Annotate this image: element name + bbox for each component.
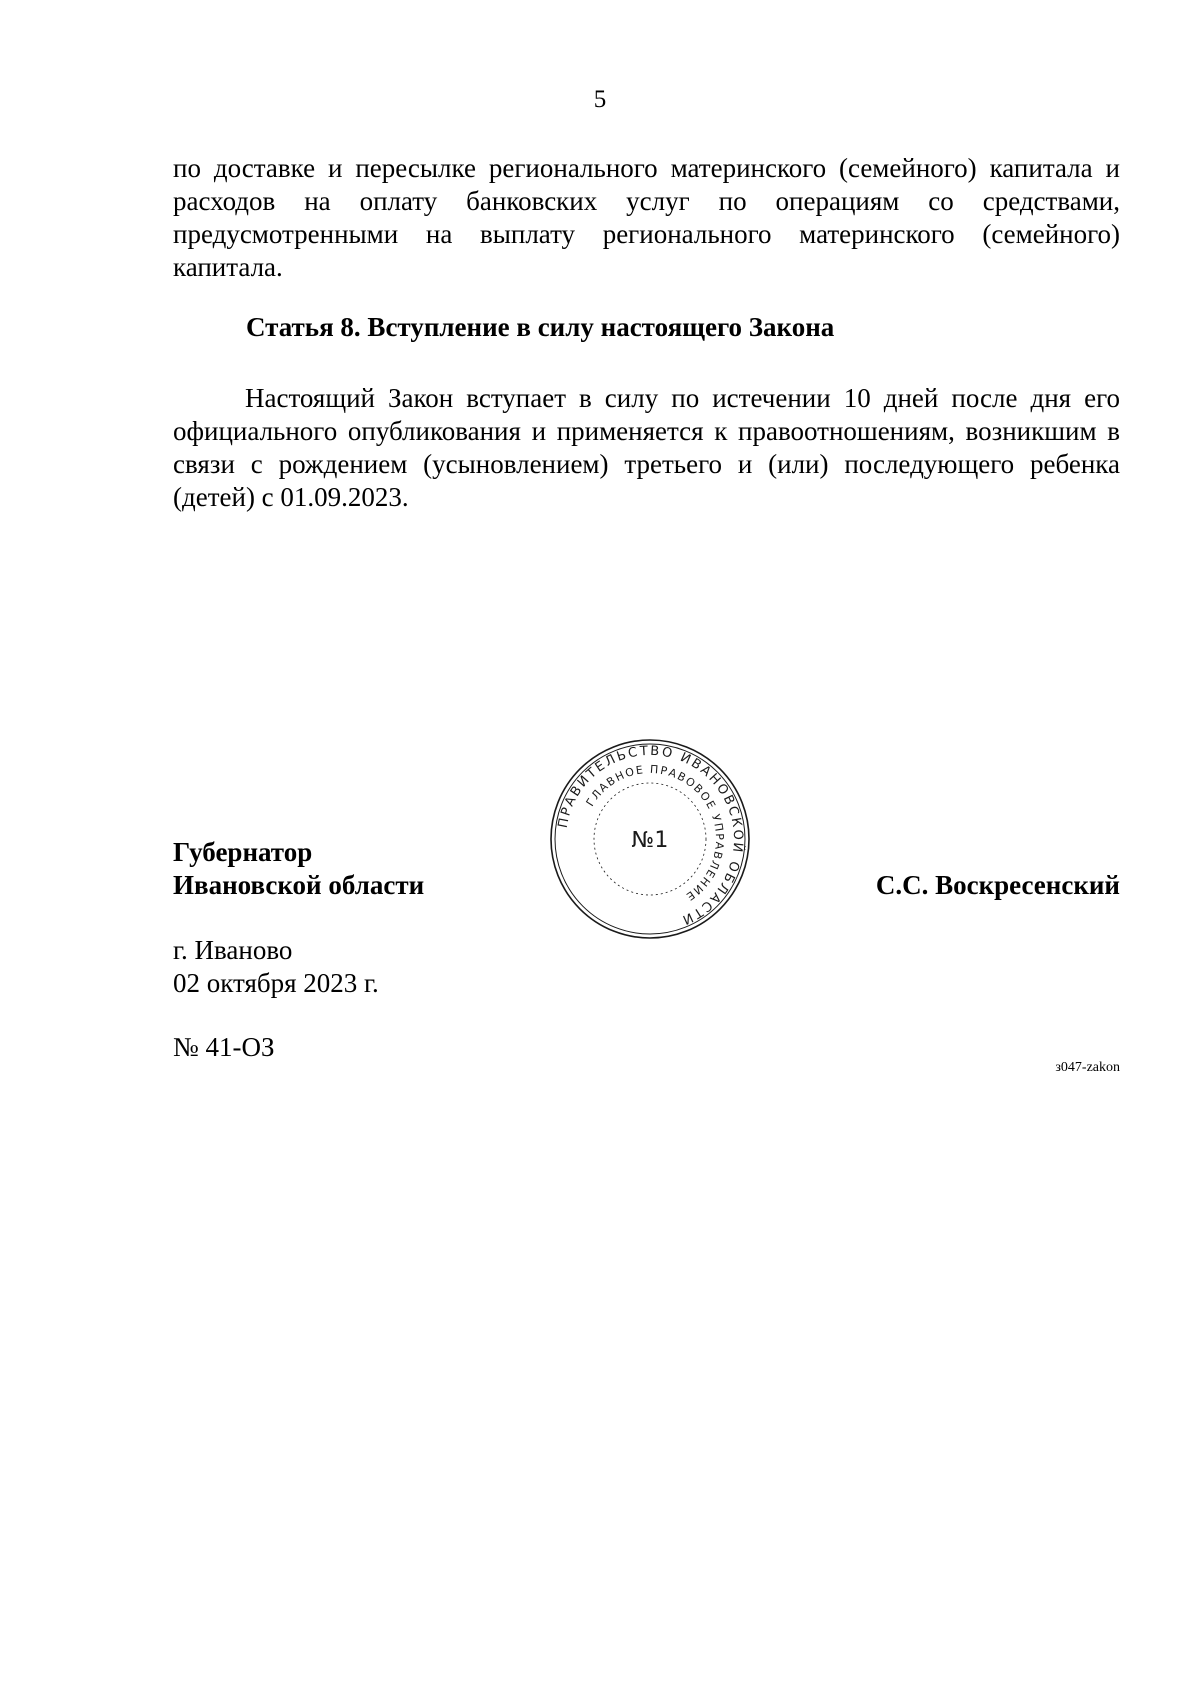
stamp-center-text: №1 bbox=[631, 828, 669, 853]
paragraph-continuation: по доставке и пересылке регионального материнского (семейного) капитала и расходов на оплату банковских услуг по операциям со средствами, предусмотренными на выплату регионального материнского (семейного) капитала. bbox=[173, 153, 1120, 282]
place: г. Иваново bbox=[173, 935, 293, 965]
signer-name: С.С. Воскресенский bbox=[875, 870, 1120, 900]
signer-title bbox=[173, 836, 424, 902]
place-and-date bbox=[173, 934, 379, 1000]
official-stamp bbox=[548, 737, 752, 941]
signer-title-line2: Ивановской области bbox=[173, 870, 425, 900]
paragraph-entry-into-force: Настоящий Закон вступает в силу по истечении 10 дней после дня его официального опубликования и применяется к правоотношениям, возникшим в связи с рождением (усыновлением) третьего и (или) последующего ребенка (детей) с 01.09.2023. bbox=[173, 383, 1120, 512]
page-number: 5 bbox=[593, 86, 607, 113]
date: 02 октября 2023 г. bbox=[173, 968, 379, 998]
signer-title-line1: Губернатор bbox=[173, 837, 313, 867]
article-heading: Статья 8. Вступление в силу настоящего Закона bbox=[246, 312, 835, 342]
stamp-inner-text: ГЛАВНОЕ ПРАВОВОЕ УПРАВЛЕНИЕ bbox=[583, 762, 727, 904]
file-code: з047-zakon bbox=[1055, 1060, 1120, 1075]
law-number: № 41-ОЗ bbox=[173, 1032, 275, 1062]
stamp-outer-text: ПРАВИТЕЛЬСТВО ИВАНОВСКОЙ ОБЛАСТИ bbox=[555, 743, 746, 928]
